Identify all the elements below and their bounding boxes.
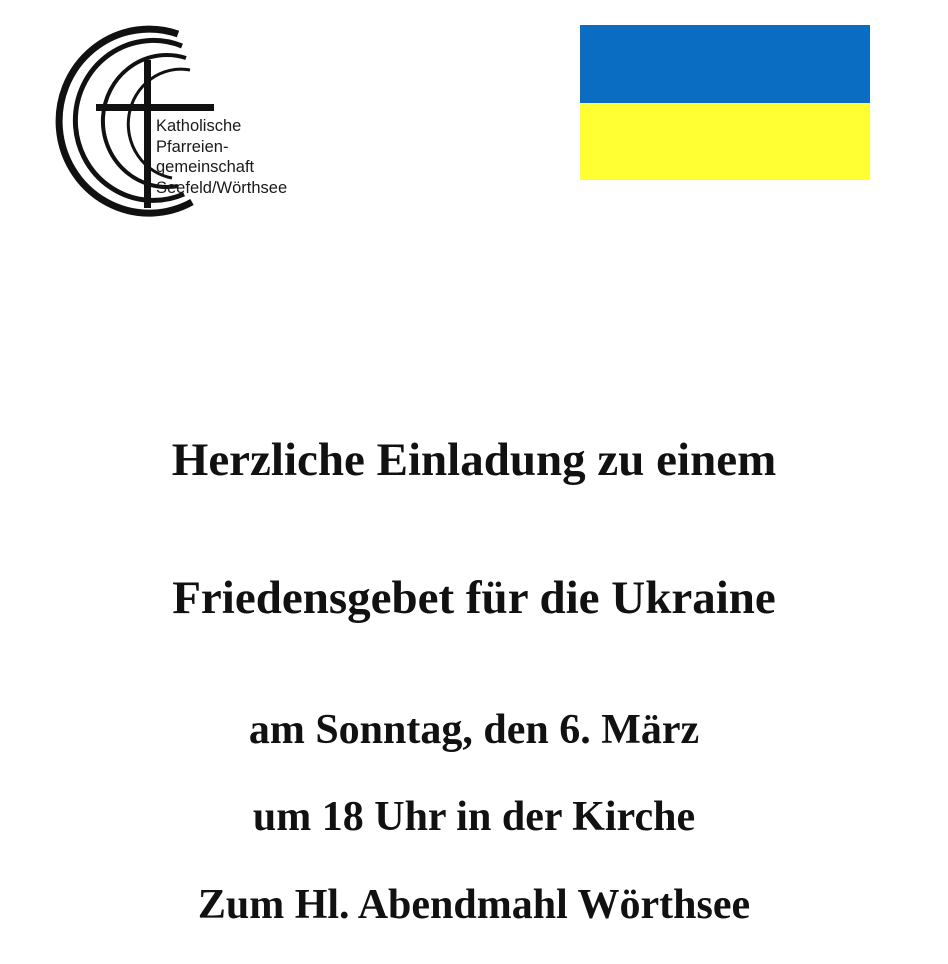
parish-logo: [52, 22, 322, 222]
event-date: am Sonntag, den 6. März: [248, 707, 700, 753]
flag-blue-stripe: [580, 25, 870, 103]
prayer-title: Friedensgebet für die Ukraine: [172, 572, 776, 624]
flag-yellow-stripe: [580, 103, 870, 181]
church-name: Zum Hl. Abendmahl Wörthsee: [197, 882, 751, 928]
ukraine-flag-icon: [580, 25, 870, 180]
parish-name-line-4: Seefeld/Wörthsee: [156, 178, 288, 197]
parish-name-line-1: Katholische: [156, 117, 242, 135]
event-time-place: um 18 Uhr in der Kirche: [252, 794, 696, 840]
parish-name-line-3: gemeinschaft: [156, 158, 255, 176]
parish-name-line-2: Pfarreien-: [156, 137, 229, 156]
invitation-heading: Herzliche Einladung zu einem: [171, 434, 777, 486]
parish-name: [156, 116, 287, 198]
